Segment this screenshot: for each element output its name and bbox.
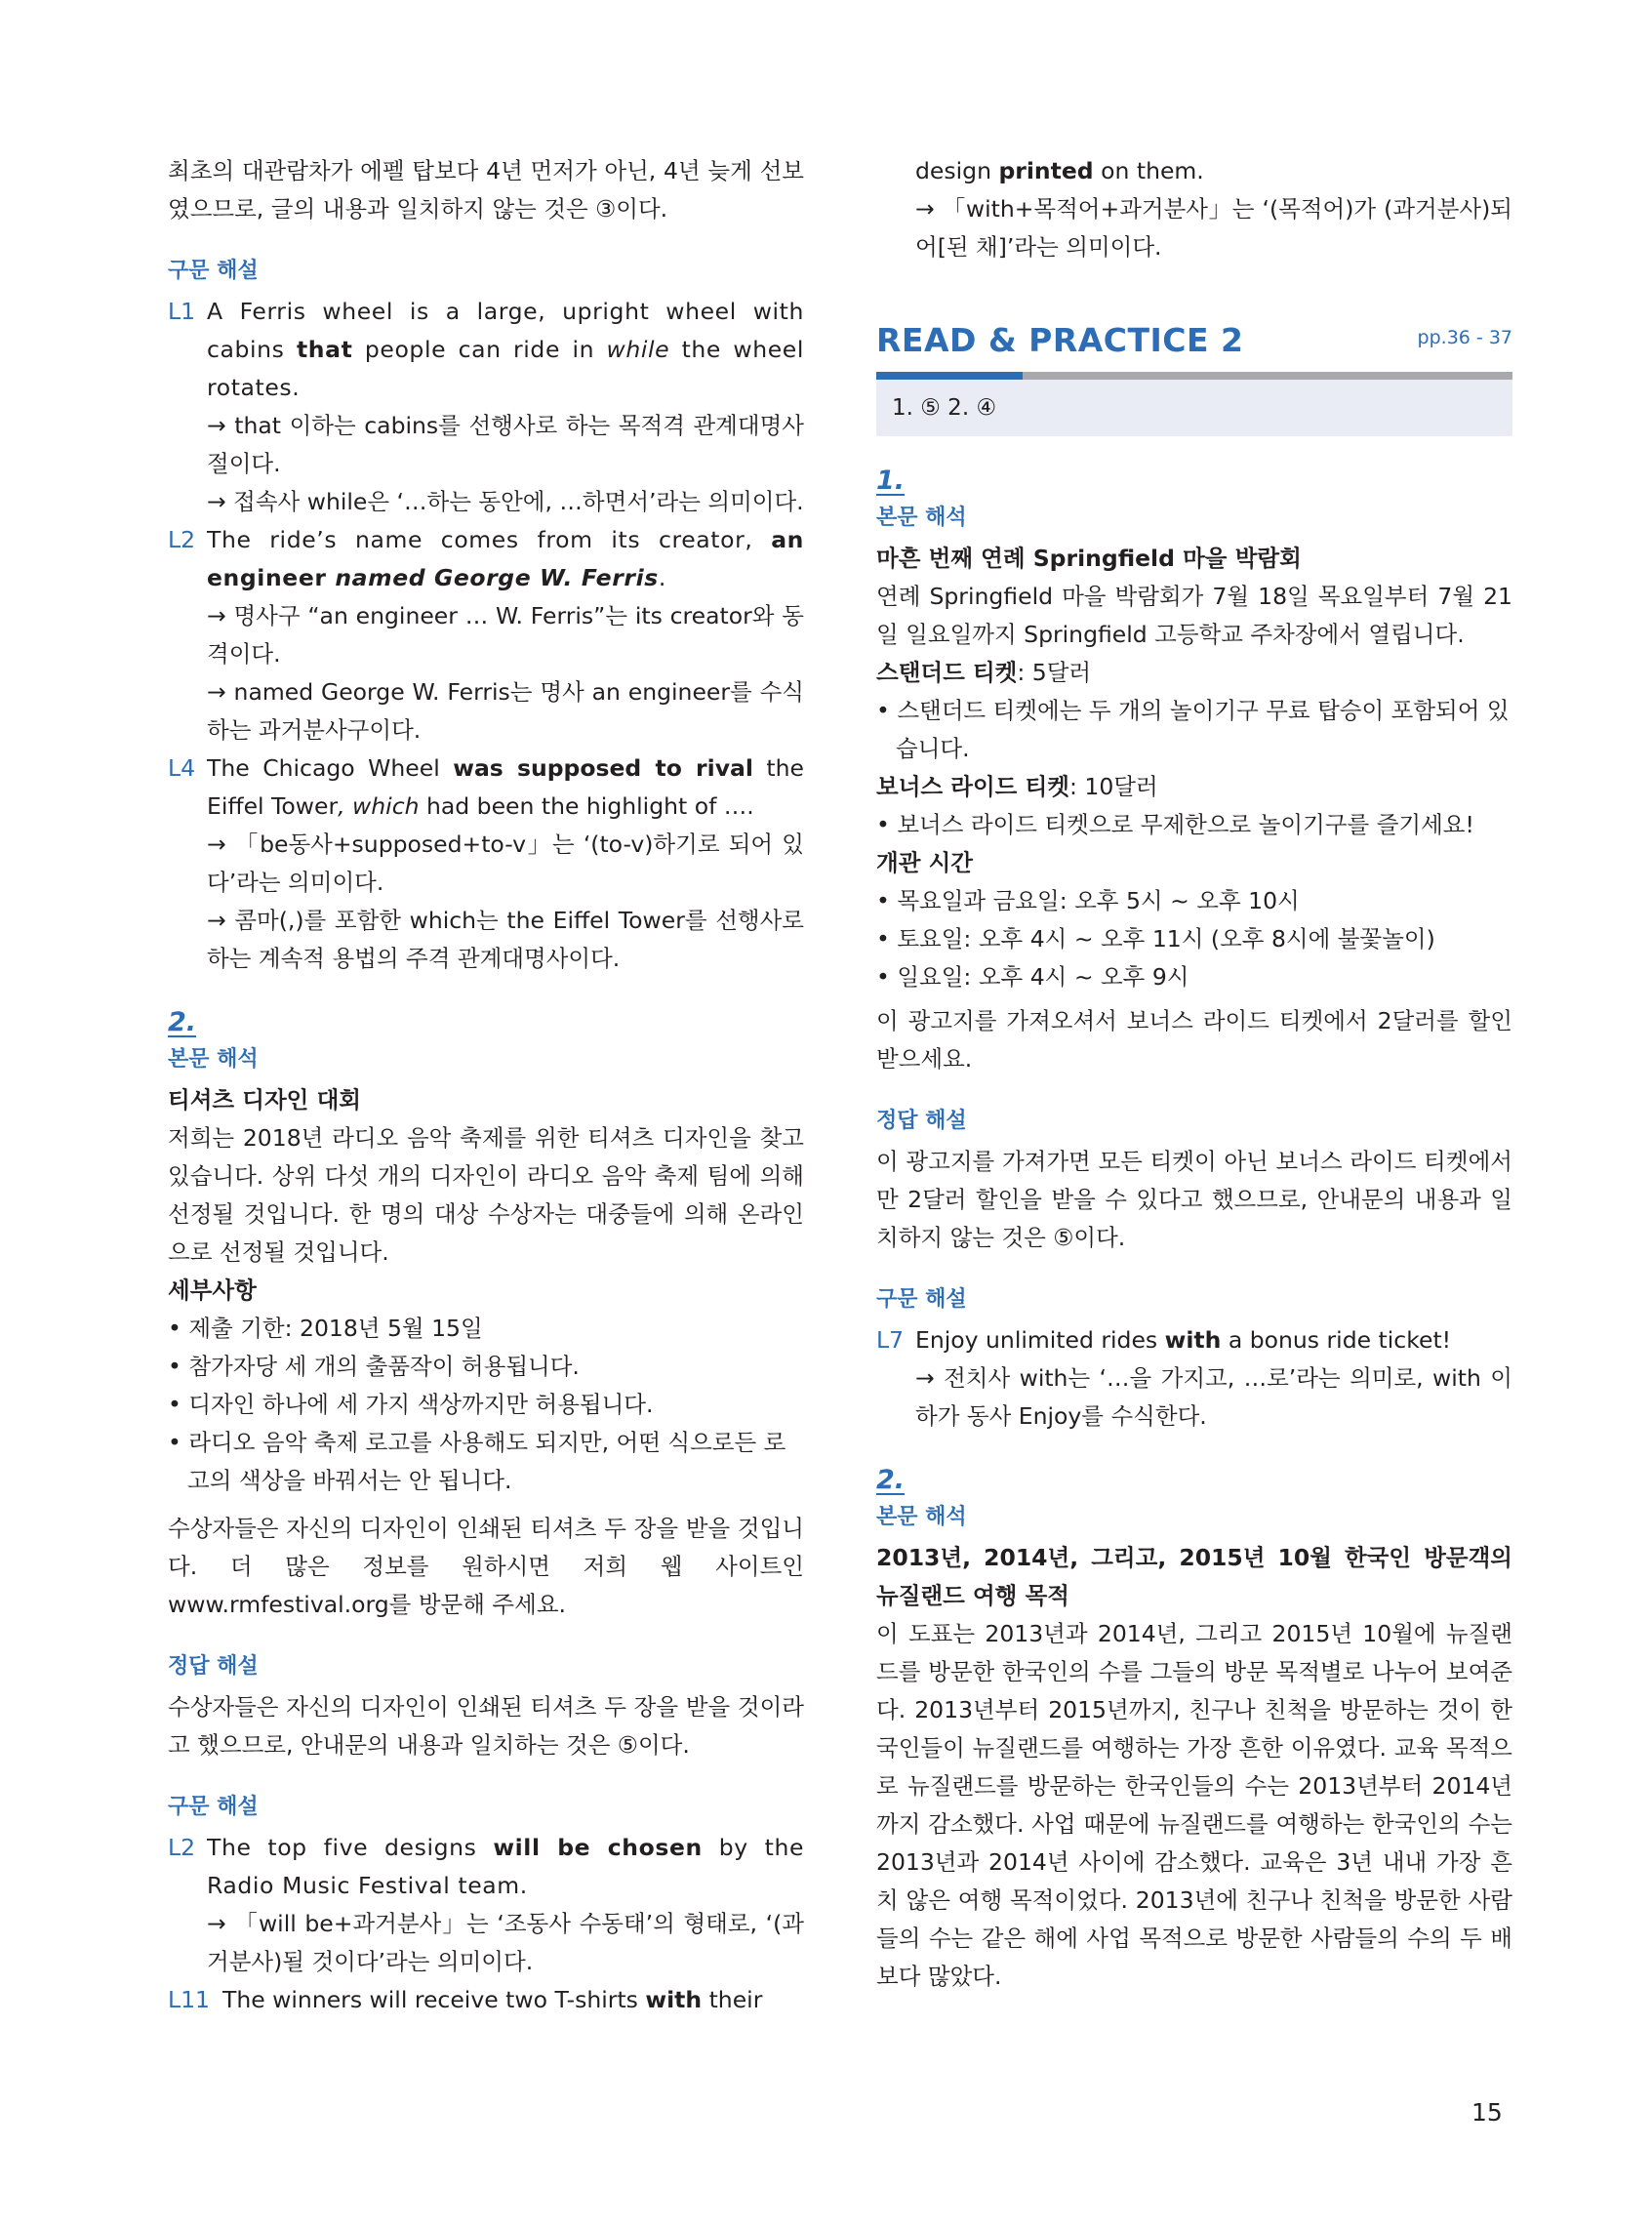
details-bullet: • 라디오 음악 축제 로고를 사용해도 되지만, 어떤 식으로든 로고의 색상을 바꿔서는 안 됩니다.	[168, 1429, 786, 1494]
question-number: 2.	[876, 1465, 906, 1495]
syntax-entry-l2b	[168, 1829, 804, 1981]
example-sentence	[222, 1981, 804, 2019]
section-header	[876, 315, 1512, 372]
sentence-part: The ride’s name comes from its creator,	[207, 526, 772, 553]
line-label: L11	[168, 1986, 210, 2013]
example-sentence	[207, 1829, 804, 1905]
hours-bullet: • 토요일: 오후 4시 ~ 오후 11시 (오후 8시에 불꽃놀이)	[876, 925, 1435, 952]
ticket-bonus	[876, 768, 1512, 806]
sentence-part: The winners will receive two T-shirts	[222, 1986, 646, 2013]
syntax-entry-l4	[168, 750, 804, 978]
hours-heading: 개관 시간	[876, 849, 973, 876]
line-label: L1	[168, 298, 196, 325]
passage-paragraph: 연례 Springfield 마을 박람회가 7월 18일 목요일부터 7월 21일 일요일까지 Springfield 고등학교 주차장에서 열립니다.	[876, 583, 1512, 648]
example-sentence	[915, 1321, 1512, 1359]
line-label: L2	[168, 526, 196, 553]
question-number: 2.	[168, 1007, 197, 1037]
answer-key-box: 1. ⑤ 2. ④	[876, 380, 1512, 436]
line-label: L7	[876, 1326, 905, 1354]
sentence-bold: will be chosen	[493, 1834, 703, 1861]
sentence-part: on them.	[1093, 157, 1204, 184]
section-divider	[876, 372, 1512, 380]
details-heading: 세부사항	[168, 1277, 257, 1304]
ticket-bullet: • 스탠더드 티켓에는 두 개의 놀이기구 무료 탑승이 포함되어 있습니다.	[876, 697, 1510, 762]
syntax-note: → 콤마(,)를 포함한 which는 the Eiffel Tower를 선행사로 하는 계속적 용법의 주격 관계대명사이다.	[207, 907, 804, 972]
details-bullet: • 디자인 하나에 세 가지 색상까지만 허용됩니다.	[168, 1391, 654, 1418]
sentence-part: A Ferris wheel is a large, upright wheel with cabins	[207, 298, 804, 363]
sentence-bold-italic: named George W. Ferris	[326, 564, 659, 591]
details-bullet: • 참가자당 세 개의 출품작이 허용됩니다.	[168, 1353, 580, 1380]
sentence-bold: was supposed to rival	[453, 754, 753, 782]
syntax-note: → 「with+목적어+과거분사」는 ‘(목적어)가 (과거분사)되어[된 채]’라는 의미이다.	[915, 195, 1512, 261]
sentence-part: by the Radio Music Festival team.	[207, 1834, 805, 1899]
passage-title: 마흔 번째 연례 Springfield 마을 박람회	[876, 545, 1302, 572]
sentence-bold: with	[1164, 1326, 1222, 1354]
section-divider-accent	[876, 372, 1023, 380]
sentence-part: their	[702, 1986, 763, 2013]
answer-explanation: 수상자들은 자신의 디자인이 인쇄된 티셔츠 두 장을 받을 것이라고 했으므로, 안내문의 내용과 일치하는 것은 ⑤이다.	[168, 1693, 804, 1759]
ticket-label: 보너스 라이드 티켓	[876, 773, 1069, 800]
line-label: L4	[168, 754, 196, 782]
passage-paragraph: 저희는 2018년 라디오 음악 축제를 위한 티셔츠 디자인을 찾고 있습니다. 상위 다섯 개의 디자인이 라디오 음악 축제 팀에 의해 선정될 것입니다. 한 명의 대상 수상자는 대중들에 의해 온라인으로 선정될 것입니다.	[168, 1124, 804, 1266]
continued-entry	[876, 152, 1512, 266]
syntax-note: → named George W. Ferris는 명사 an engineer를 수식하는 과거분사구이다.	[207, 678, 804, 744]
ticket-bullet: • 보너스 라이드 티켓으로 무제한으로 놀이기구를 즐기세요!	[876, 811, 1474, 838]
ticket-price: : 5달러	[1017, 659, 1092, 686]
sentence-bold: with	[645, 1986, 703, 2013]
sentence-part: had been the highlight of ….	[419, 792, 754, 820]
section-title: READ & PRACTICE 2	[876, 321, 1244, 359]
example-sentence	[207, 293, 804, 407]
page-reference: pp.36 - 37	[1417, 327, 1512, 348]
syntax-note: → 접속사 while은 ‘…하는 동안에, …하면서’라는 의미이다.	[207, 488, 804, 515]
syntax-note: → 「be동사+supposed+to-v」는 ‘(to-v)하기로 되어 있다’라는 의미이다.	[207, 831, 804, 896]
answer-explanation: 이 광고지를 가져가면 모든 티켓이 아닌 보너스 라이드 티켓에서만 2달러 할인을 받을 수 있다고 했으므로, 안내문의 내용과 일치하지 않는 것은 ⑤이다.	[876, 1148, 1512, 1251]
sentence-part: The Chicago Wheel	[207, 754, 454, 782]
ticket-standard	[876, 654, 1512, 692]
ticket-price: : 10달러	[1068, 773, 1158, 800]
example-sentence	[915, 152, 1512, 190]
example-sentence	[207, 521, 804, 597]
answer-heading: 정답 해설	[168, 1654, 259, 1679]
text-translation-heading: 본문 해석	[876, 506, 967, 530]
sentence-italic: while	[606, 336, 670, 363]
passage-paragraph: 이 광고지를 가져오셔서 보너스 라이드 티켓에서 2달러를 할인받으세요.	[876, 1007, 1512, 1073]
intro-paragraph: 최초의 대관람차가 에펠 탑보다 4년 먼저가 아닌, 4년 늦게 선보였으므로, 글의 내용과 일치하지 않는 것은 ③이다.	[168, 157, 804, 223]
text-translation-heading: 본문 해석	[168, 1047, 259, 1072]
sentence-part: design	[915, 157, 999, 184]
sentence-part: the wheel rotates.	[207, 336, 804, 401]
hours-bullet: • 목요일과 금요일: 오후 5시 ~ 오후 10시	[876, 887, 1300, 914]
line-label: L2	[168, 1834, 196, 1861]
syntax-note: → 명사구 “an engineer … W. Ferris”는 its creator와 동격이다.	[207, 602, 804, 668]
syntax-heading: 구문 해설	[168, 1795, 259, 1819]
passage-paragraph: 수상자들은 자신의 디자인이 인쇄된 티셔츠 두 장을 받을 것입니다. 더 많은 정보를 원하시면 저희 웹 사이트인 www.rmfestival.org를 방문해 주세요.	[168, 1515, 804, 1618]
sentence-bold: that	[296, 336, 353, 363]
sentence-part: a bonus ride ticket!	[1221, 1326, 1452, 1354]
sentence-bold: an engineer	[207, 526, 804, 591]
sentence-part: The top five designs	[207, 1834, 494, 1861]
sentence-italic: , which	[338, 792, 420, 820]
left-column	[168, 152, 804, 2019]
syntax-entry-l1	[168, 293, 804, 521]
syntax-entry-l2	[168, 521, 804, 750]
page-number: 15	[1471, 2098, 1503, 2127]
syntax-heading: 구문 해설	[876, 1287, 967, 1312]
sentence-part: .	[658, 564, 666, 591]
syntax-note: → that 이하는 cabins를 선행사로 하는 목적격 관계대명사절이다.	[207, 412, 804, 477]
syntax-note: → 전치사 with는 ‘…을 가지고, …로’라는 의미로, with 이하가 동사 Enjoy를 수식한다.	[915, 1364, 1512, 1430]
syntax-note: → 「will be+과거분사」는 ‘조동사 수동태’의 형태로, ‘(과거분사)될 것이다’라는 의미이다.	[207, 1910, 804, 1975]
passage-title: 티셔츠 디자인 대회	[168, 1086, 361, 1114]
example-sentence	[207, 750, 804, 826]
passage-title: 2013년, 2014년, 그리고, 2015년 10월 한국인 방문객의 뉴질랜드 여행 목적	[876, 1544, 1512, 1609]
sentence-bold: printed	[998, 157, 1094, 184]
syntax-heading: 구문 해설	[168, 259, 259, 283]
question-number: 1.	[876, 466, 906, 496]
syntax-entry-l11	[168, 1981, 804, 2019]
sentence-part: people can ride in	[352, 336, 607, 363]
answer-heading: 정답 해설	[876, 1109, 967, 1133]
sentence-part: the Eiffel Tower	[207, 754, 805, 820]
text-translation-heading: 본문 해석	[876, 1505, 967, 1529]
passage-paragraph: 이 도표는 2013년과 2014년, 그리고 2015년 10월에 뉴질랜드를 방문한 한국인의 수를 그들의 방문 목적별로 나누어 보여준다. 2013년부터 2015년까지, 친구나 친척을 방문하는 것이 한국인들이 뉴질랜드를 여행하는 가장 흔한 이유였다. 교육 목적으로 뉴질랜드를 방문하는 한국인들의 수는 2013년부터 2014년까지 감소했다. 사업 때문에 뉴질랜드를 여행하는 한국인의 수는 2013년과 2014년 사이에 감소했다. 교육은 3년 내내 가장 흔치 않은 여행 목적이었다. 2013년에 친구나 친척을 방문한 사람들의 수는 같은 해에 사업 목적으로 방문한 사람들의 수의 두 배보다 많았다.	[876, 1620, 1512, 1990]
syntax-entry-l7	[876, 1321, 1512, 1436]
sentence-part: Enjoy unlimited rides	[915, 1326, 1165, 1354]
ticket-label: 스탠더드 티켓	[876, 659, 1018, 686]
hours-bullet: • 일요일: 오후 4시 ~ 오후 9시	[876, 963, 1189, 991]
right-column	[876, 152, 1512, 1996]
details-bullet: • 제출 기한: 2018년 5월 15일	[168, 1315, 483, 1342]
